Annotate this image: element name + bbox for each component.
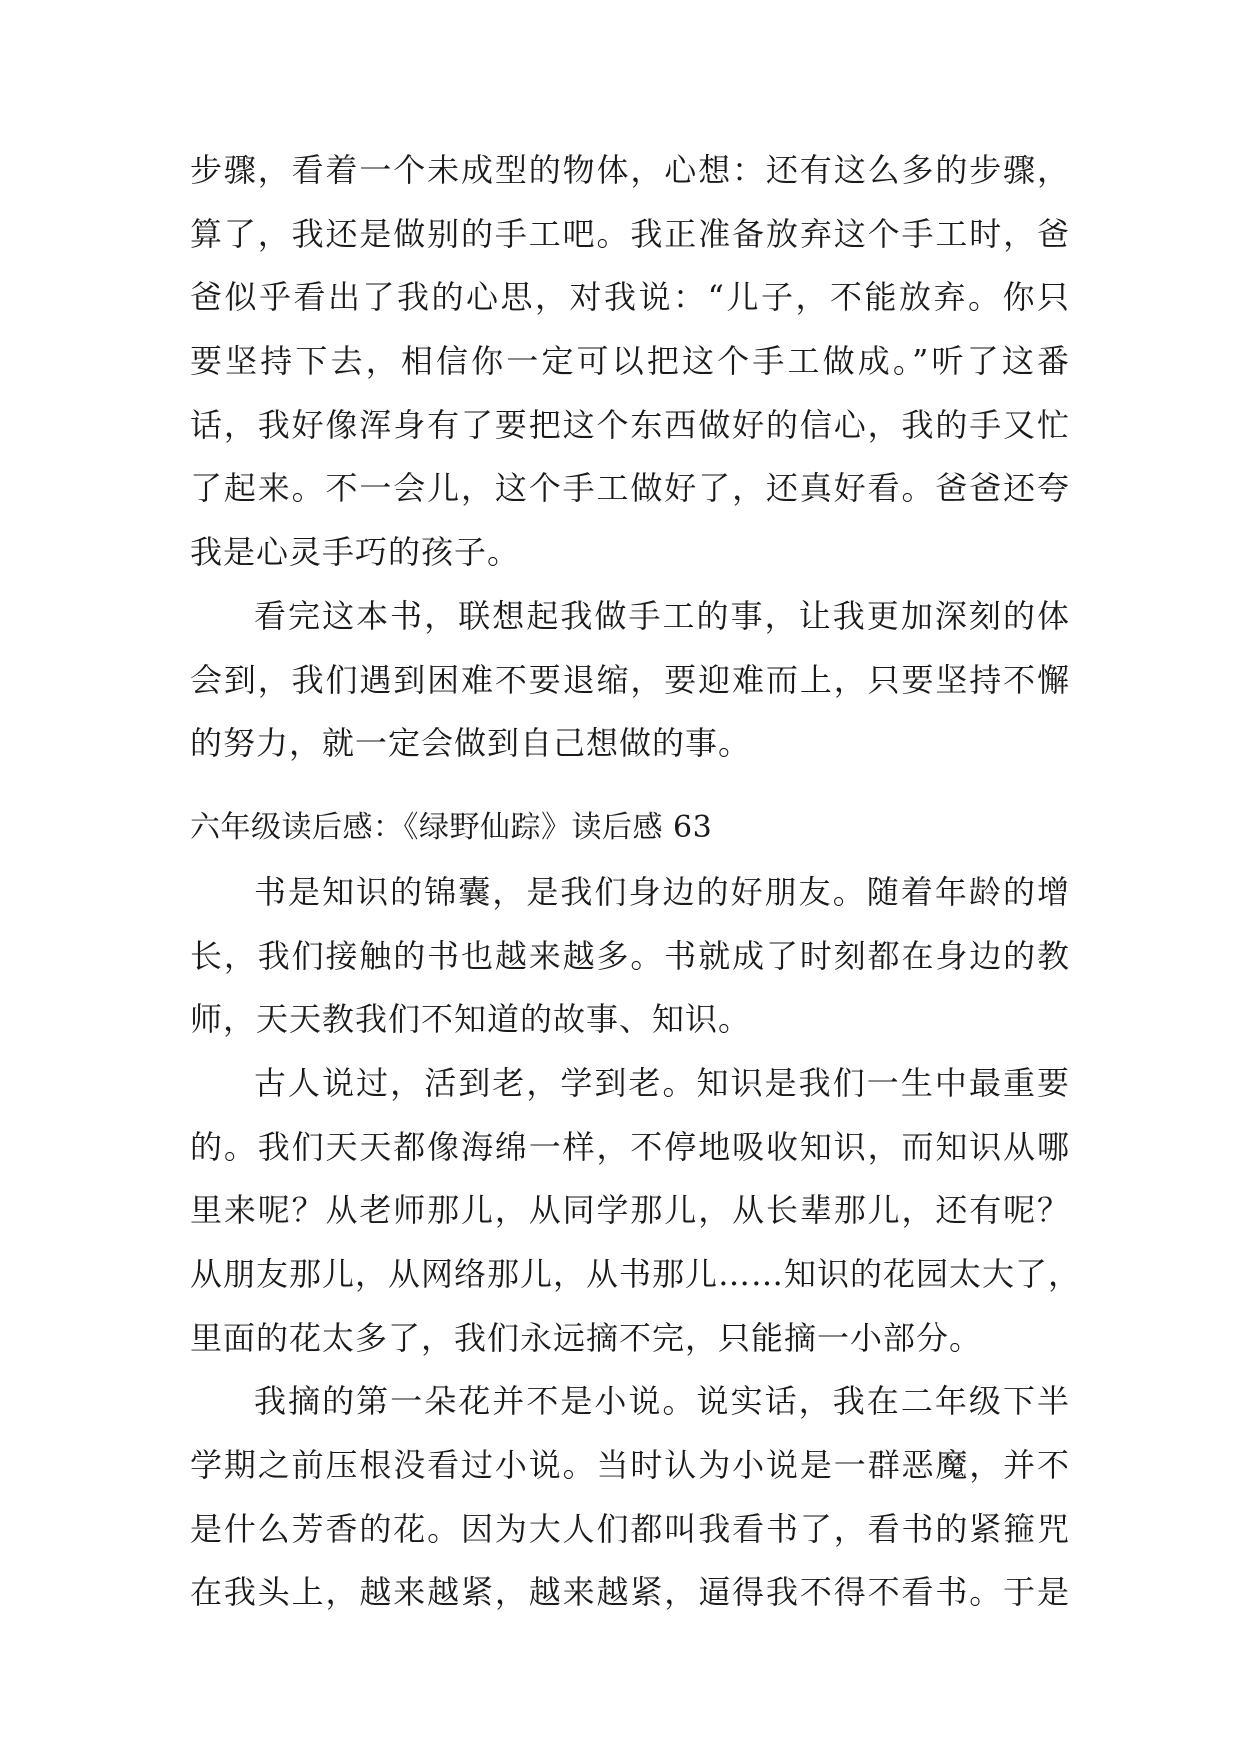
text-line: 长，我们接触的书也越来越多。书就成了时刻都在身边的教 [190,937,1070,975]
text-line: 我摘的第一朵花并不是小说。说实话，我在二年级下半 [254,1382,1070,1420]
text-line: 古人说过，活到老，学到老。知识是我们一生中最重要 [254,1064,1070,1102]
text-line: 的。我们天天都像海绵一样，不停地吸收知识，而知识从哪 [190,1128,1070,1166]
text-line: 书是知识的锦囊，是我们身边的好朋友。随着年龄的增 [254,873,1070,911]
text-line: 学期之前压根没看过小说。当时认为小说是一群恶魔，并不 [190,1446,1070,1484]
text-line: 从朋友那儿，从网络那儿，从书那儿……知识的花园太大了， [190,1255,1082,1293]
text-line: 爸似乎看出了我的心思，对我说：“儿子，不能放弃。你只 [190,278,1070,316]
text-line: 看完这本书，联想起我做手工的事，让我更加深刻的体 [254,597,1070,635]
text-line: 在我头上，越来越紧，越来越紧，逼得我不得不看书。于是 [190,1573,1070,1611]
text-line: 师，天天教我们不知道的故事、知识。 [190,1000,752,1038]
section-title: 六年级读后感：《绿野仙踪》读后感 63 [190,810,713,845]
text-line: 话，我好像浑身有了要把这个东西做好的信心，我的手又忙 [190,406,1070,444]
text-line: 我是心灵手巧的孩子。 [190,533,521,571]
text-line: 里来呢？从老师那儿，从同学那儿，从长辈那儿，还有呢？ [190,1191,1070,1229]
text-line: 步骤，看着一个未成型的物体，心想：还有这么多的步骤， [190,151,1070,189]
text-line: 会到，我们遇到困难不要退缩，要迎难而上，只要坚持不懈 [190,661,1070,699]
text-line: 里面的花太多了，我们永远摘不完，只能摘一小部分。 [190,1319,983,1357]
text-line: 是什么芳香的花。因为大人们都叫我看书了，看书的紧箍咒 [190,1510,1070,1548]
text-line: 算了，我还是做别的手工吧。我正准备放弃这个手工时，爸 [190,215,1070,253]
text-line: 的努力，就一定会做到自己想做的事。 [190,724,752,762]
text-line: 了起来。不一会儿，这个手工做好了，还真好看。爸爸还夸 [190,469,1070,507]
text-line: 要坚持下去，相信你一定可以把这个手工做成。”听了这番 [190,342,1070,380]
